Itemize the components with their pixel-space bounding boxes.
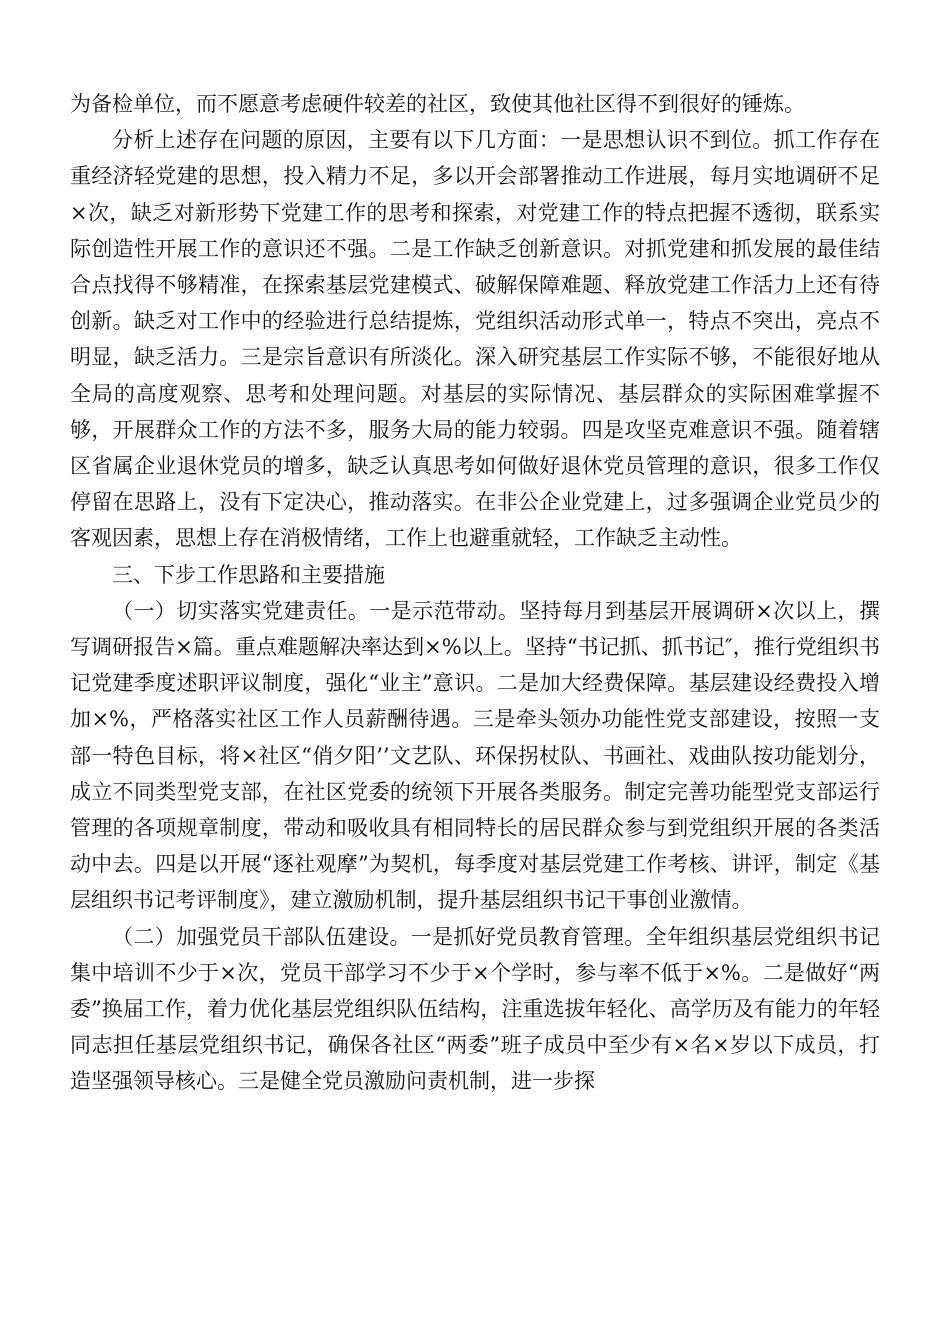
paragraph-measure-one: （一）切实落实党建责任。一是示范带动。坚持每月到基层开展调研×次以上，撰写调研报告×篇。重点难题解决率达到×%以上。坚持“书记抓、抓书记″，推行党组织书记党建季度述职评议制度，强化“业主”意识。二是加大经费保障。基层建设经费投入增加×%，严格落实社区工作人员薪酬待遇。三是牵头领办功能性党支部建设，按照一支部一特色目标，将×社区“俏夕阳’’文艺队、环保拐杖队、书画社、戏曲队按功能划分，成立不同类型党支部，在社区党委的统领下开展各类服务。制定完善功能型党支部运行管理的各项规章制度，带动和吸收具有相同特长的居民群众参与到党组织开展的各类活动中去。四是以开展“逐社观摩”为契机，每季度对基层党建工作考核、讲评，制定《基层组织书记考评制度》，建立激励机制，提升基层组织书记干事创业激情。 — [70, 598, 880, 913]
paragraph-cause-analysis: 分析上述存在问题的原因，主要有以下几方面：一是思想认识不到位。抓工作存在重经济轻党建的思想，投入精力不足，多以开会部署推动工作进展，每月实地调研不足×次，缺乏对新形势下党建工作的思考和探索，对党建工作的特点把握不透彻，联系实际创造性开展工作的意识还不强。二是工作缺乏创新意识。对抓党建和抓发展的最佳结合点找得不够精准，在探索基层党建模式、破解保障难题、释放党建工作活力上还有待创新。缺乏对工作中的经验进行总结提炼，党组织活动形式单一，特点不突出，亮点不明显，缺乏活力。三是宗旨意识有所淡化。深入研究基层工作实际不够，不能很好地从全局的高度观察、思考和处理问题。对基层的实际情况、基层群众的实际困难掌握不够，开展群众工作的方法不多，服务大局的能力较弱。四是攻坚克难意识不强。随着辖区省属企业退休党员的增多，缺乏认真思考如何做好退休党员管理的意识，很多工作仅停留在思路上，没有下定决心，推动落实。在非公企业党建上，过多强调企业党员少的客观因素，思想上存在消极情绪，工作上也避重就轻，工作缺乏主动性。 — [70, 128, 880, 551]
paragraph-measure-two: （二）加强党员干部队伍建设。一是抓好党员教育管理。全年组织基层党组织书记集中培训不少于×次，党员干部学习不少于×个学时，参与率不低于×%。二是做好“两委”换届工作，着力优化基层党组织队伍结构，注重选拔年轻化、高学历及有能力的年轻同志担任基层党组织书记，确保各社区“两委”班子成员中至少有×名×岁以下成员，打造坚强领导核心。三是健全党员激励问责机制，进一步探 — [70, 924, 880, 1094]
paragraph-continued: 为备检单位，而不愿意考虑硬件较差的社区，致使其他社区得不到很好的锤炼。 — [70, 92, 805, 116]
section-heading: 三、下步工作思路和主要措施 — [112, 562, 385, 587]
